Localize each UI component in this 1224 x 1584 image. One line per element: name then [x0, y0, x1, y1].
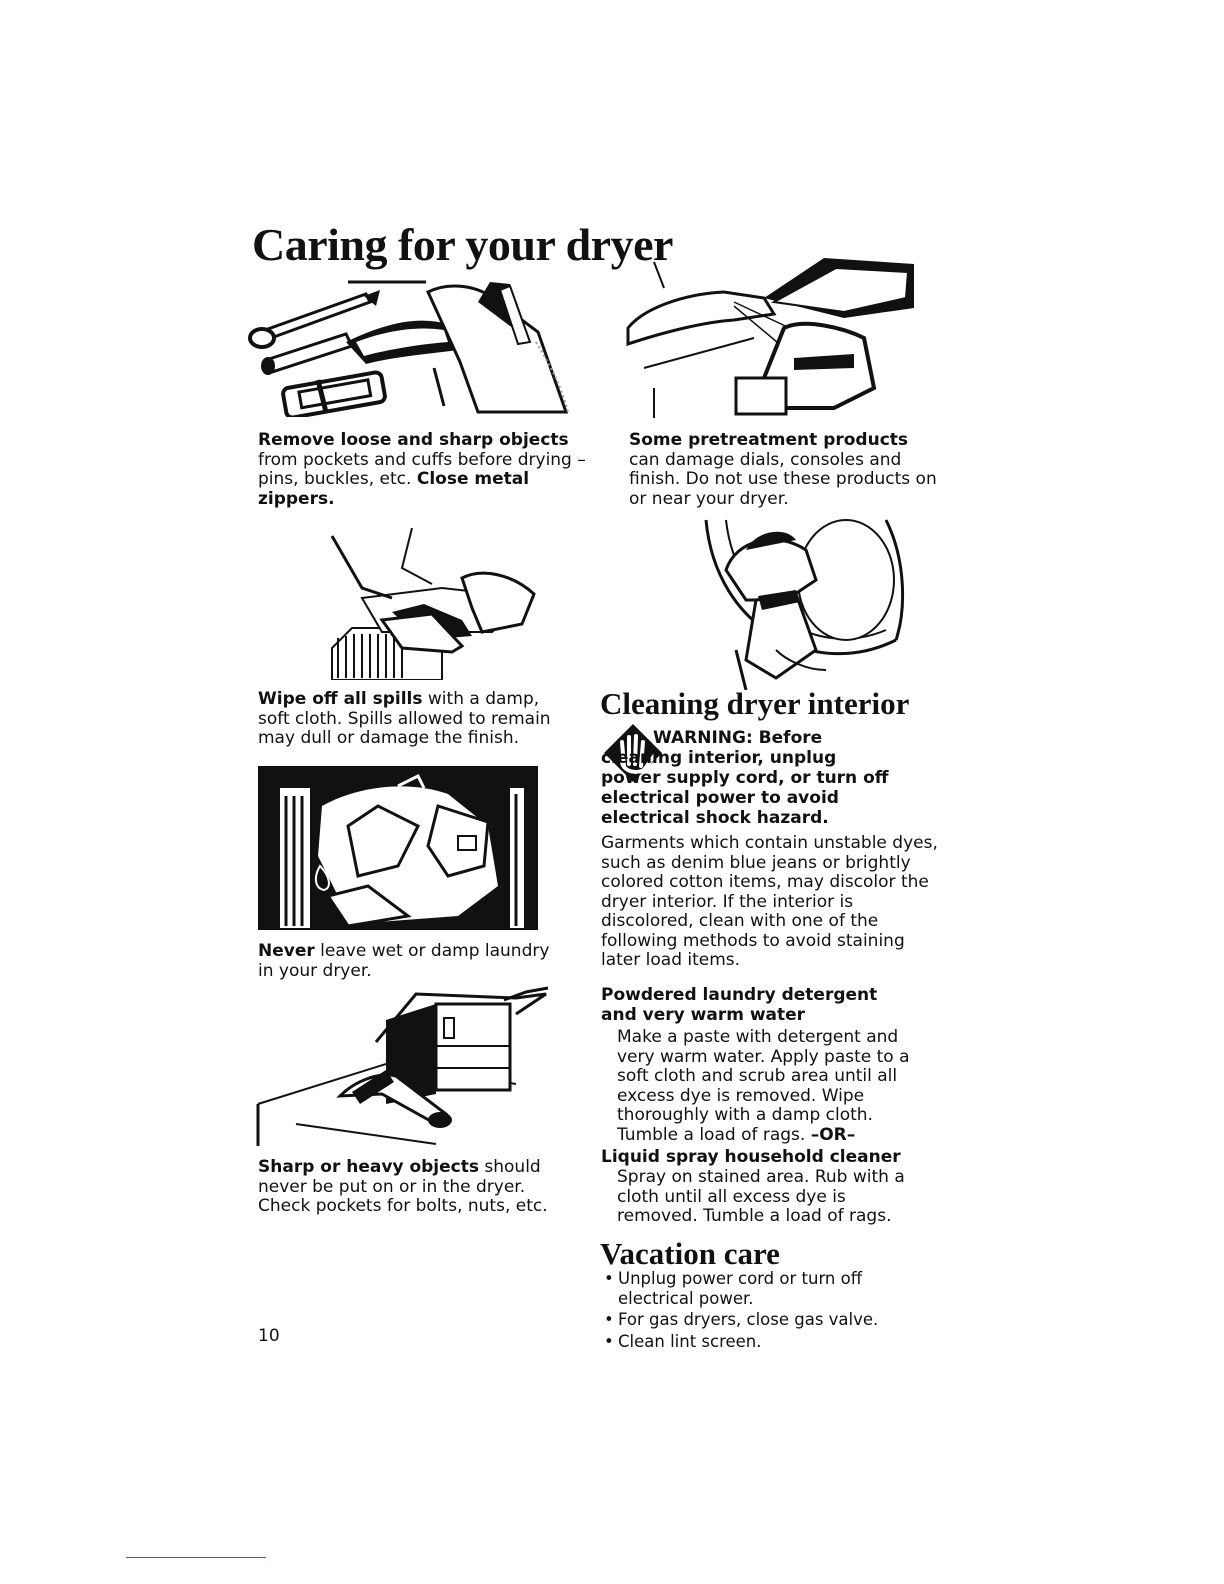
cleaning-intro: Garments which contain unstable dyes, such as denim blue jeans or brightly colored cotton items, may discolor the dryer interior. If the interior is discolored, clean with one of the following methods to avoid staining later load items.	[601, 833, 938, 970]
right-item-1-text: can damage dials, consoles and finish. Do not use these products on or near your dryer.	[629, 449, 937, 509]
illustration-cleaning-drum	[696, 510, 906, 690]
cleaning-heading: Cleaning dryer interior	[600, 686, 910, 721]
left-item-1-bold2: Close metal zippers.	[258, 469, 530, 509]
vacation-heading: Vacation care	[600, 1236, 780, 1271]
left-item-3-text: leave wet or damp laundry in your dryer.	[258, 941, 550, 981]
left-item-3	[258, 942, 570, 981]
method1-text	[617, 1028, 911, 1145]
vacation-list	[602, 1269, 920, 1353]
illustration-pocket-objects	[248, 272, 578, 417]
illustration-wipe-spills	[322, 528, 548, 680]
vacation-item: • Clean lint screen.	[602, 1332, 920, 1352]
method2-text: Spray on stained area. Rub with a cloth until all excess dye is removed. Tumble a load of rags.	[617, 1167, 905, 1226]
illustration-wet-laundry	[258, 766, 538, 930]
illustration-sharp-objects	[256, 984, 554, 1146]
page-title: Caring for your dryer	[252, 219, 673, 270]
illustration-pretreatment	[624, 258, 924, 418]
left-item-2	[258, 690, 570, 749]
page-number: 10	[258, 1326, 280, 1346]
footnote-rule	[126, 1557, 266, 1558]
method1-title: Powdered laundry detergent and very warm water	[601, 985, 878, 1025]
left-item-1-bold: Remove loose and sharp objects	[258, 430, 569, 450]
right-item-1-bold: Some pretreatment products	[629, 430, 909, 450]
vacation-item: • Unplug power cord or turn off electrical power.	[602, 1269, 920, 1308]
left-item-2-bold: Wipe off all spills	[258, 689, 423, 709]
vacation-item: • For gas dryers, close gas valve.	[602, 1310, 920, 1330]
left-item-3-bold: Never	[258, 941, 315, 961]
warning-text: WARNING: Before cleaning interior, unplug power supply cord, or turn off electrical power to avoid electrical shock hazard.	[601, 728, 889, 828]
left-item-2-text: with a damp, soft cloth. Spills allowed to remain may dull or damage the finish.	[258, 689, 551, 748]
or-label: –OR–	[810, 1124, 856, 1145]
method2-title: Liquid spray household cleaner	[601, 1147, 901, 1167]
right-item-1	[629, 431, 939, 509]
left-item-4	[258, 1158, 558, 1217]
method1-body: Make a paste with detergent and very warm water. Apply paste to a soft cloth and scrub area until all excess dye is removed. Wipe thoroughly with a damp cloth. Tumble a load of rags.	[617, 1027, 910, 1145]
left-item-4-bold: Sharp or heavy objects	[258, 1157, 479, 1177]
left-item-1	[258, 431, 598, 509]
left-item-4-text: should never be put on or in the dryer. Check pockets for bolts, nuts, etc.	[258, 1157, 548, 1216]
left-item-1-text: from pockets and cuffs before drying – pins, buckles, etc.	[258, 449, 586, 489]
